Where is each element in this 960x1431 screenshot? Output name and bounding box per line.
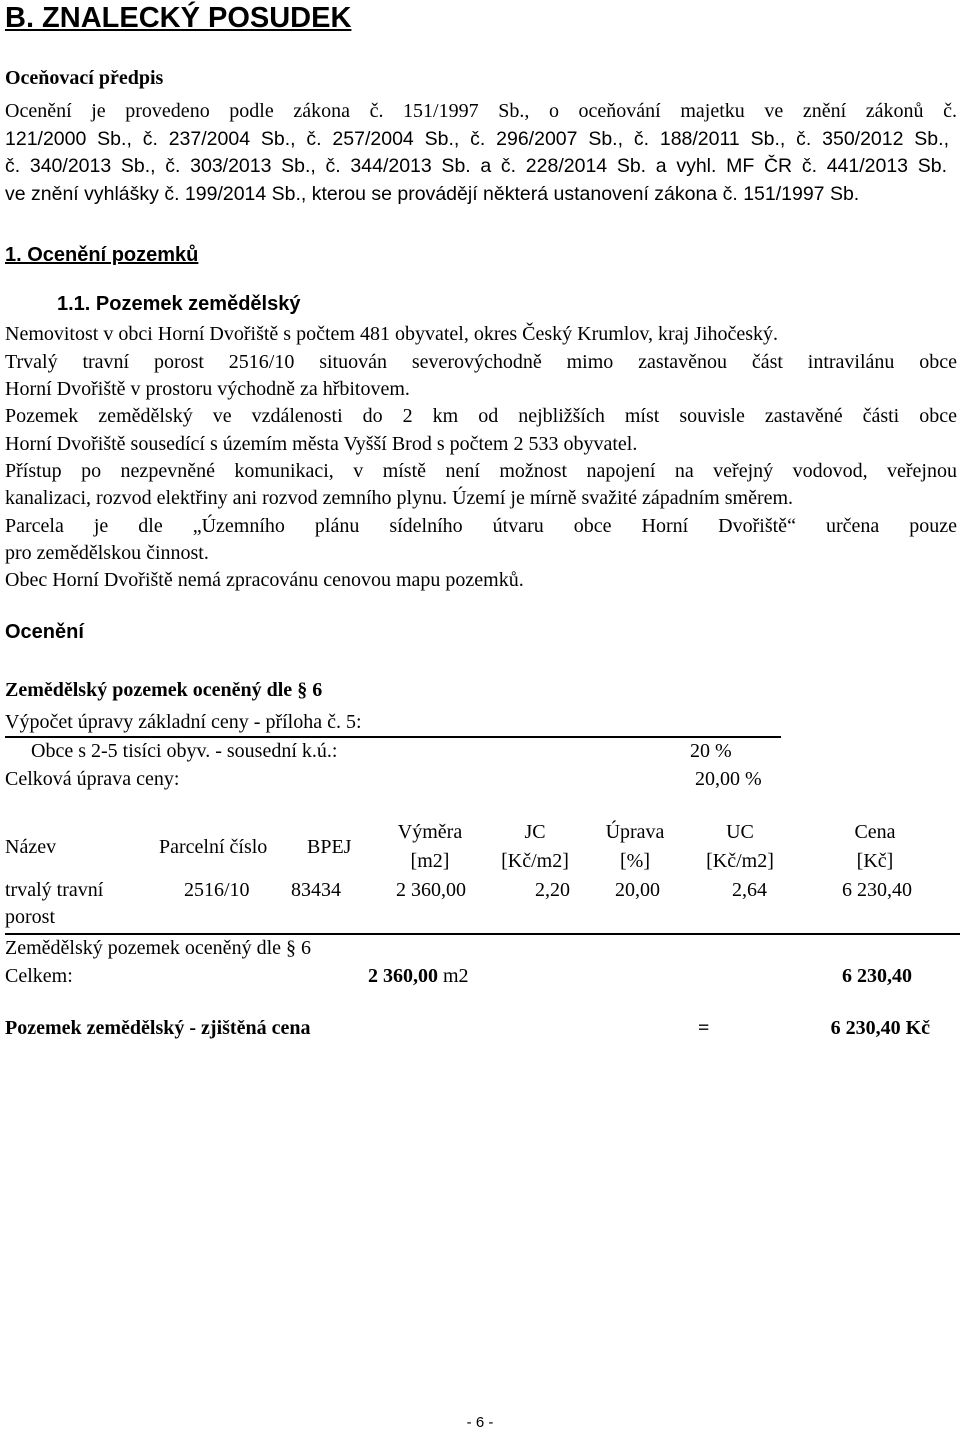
paragraph-line: Přístup po nezpevněné komunikaci, v místě není možnost napojení na veřejný vodovod, veřejnou [5, 460, 957, 482]
table-cell-cena: 6 230,40 [842, 879, 912, 901]
celkem-vymera: 2 360,00 [368, 965, 438, 987]
paragraph-line: Nemovitost v obci Horní Dvořiště s počtem 481 obyvatel, okres Český Krumlov, kraj Jihočeský. [5, 323, 779, 345]
uprava-row-value: 20 % [690, 740, 732, 762]
table-header-parcelni-cislo: Parcelní číslo [159, 836, 268, 858]
table-cell-uc: 2,64 [732, 879, 767, 901]
table-header-cena-unit: [Kč] [856, 850, 894, 872]
paragraph-line: č. 340/2013 Sb., č. 303/2013 Sb., č. 344/2013 Sb. a č. 228/2014 Sb. a vyhl. MF ČR č. 441/2013 Sb. [5, 155, 947, 177]
table-header-vymera-unit: [m2] [410, 850, 450, 872]
uprava-row-label: Obce s 2-5 tisíci obyv. - sousední k.ú.: [31, 740, 338, 762]
result-value: 6 230,40 Kč [830, 1017, 930, 1039]
table-header-uc-unit: [Kč/m2] [706, 850, 774, 872]
table-cell-nazev: trvalý travní [5, 879, 104, 901]
uprava-total-value: 20,00 % [695, 768, 762, 790]
paragraph-line: Horní Dvořiště sousedící s územím města Vyšší Brod s počtem 2 533 obyvatel. [5, 433, 638, 455]
table-header-uprava: Úprava [605, 821, 665, 843]
pozemek-heading: Zemědělský pozemek oceněný dle § 6 [5, 679, 323, 701]
paragraph-line: Parcela je dle „Územního plánu sídelního útvaru obce Horní Dvořiště“ určena pouze [5, 515, 957, 537]
page-number: - 6 - [466, 1414, 494, 1431]
table-header-jc: JC [524, 821, 546, 843]
table-cell-jc: 2,20 [535, 879, 570, 901]
table-header-nazev: Název [5, 836, 57, 858]
section-heading-oceneni-pozemku: 1. Ocenění pozemků [5, 244, 199, 266]
subsection-heading-pozemek-zemedelsky: 1.1. Pozemek zemědělský [57, 293, 301, 315]
paragraph-line: kanalizaci, rozvod elektřiny ani rozvod zemního plynu. Území je mírně svažité západním směrem. [5, 487, 794, 509]
section-heading-ocenovaci-predpis: Oceňovací předpis [5, 67, 164, 89]
celkem-cena: 6 230,40 [842, 965, 912, 987]
celkem-vymera-unit: m2 [443, 965, 469, 987]
oceneni-heading: Ocenění [5, 621, 84, 643]
paragraph-line: Obec Horní Dvořiště nemá zpracovánu cenovou mapu pozemků. [5, 569, 524, 591]
table-header-vymera: Výměra [397, 821, 463, 843]
table-header-uc: UC [726, 821, 754, 843]
table-cell-parcelni-cislo: 2516/10 [184, 879, 250, 901]
table-divider [5, 933, 960, 935]
paragraph-line: Horní Dvořiště v prostoru východně za hřbitovem. [5, 378, 410, 400]
celkem-vymera-wrap [368, 965, 469, 988]
result-label: Pozemek zemědělský - zjištěná cena [5, 1017, 311, 1039]
paragraph-line: pro zemědělskou činnost. [5, 542, 209, 564]
result-equals: = [698, 1017, 710, 1039]
paragraph-line: ve znění vyhlášky č. 199/2014 Sb., kterou se provádějí některá ustanovení zákona č. 151/1997 Sb. [5, 183, 860, 205]
table-cell-uprava: 20,00 [615, 879, 660, 901]
table-cell-bpej: 83434 [291, 879, 341, 901]
divider [5, 736, 781, 738]
table-header-cena: Cena [854, 821, 896, 843]
paragraph-line: Ocenění je provedeno podle zákona č. 151/1997 Sb., o oceňování majetku ve znění zákonů č. [5, 100, 957, 122]
paragraph-line: Pozemek zemědělský ve vzdálenosti do 2 km od nejbližších míst souvisle zastavěné části obce [5, 405, 957, 427]
paragraph-line: 121/2000 Sb., č. 237/2004 Sb., č. 257/2004 Sb., č. 296/2007 Sb., č. 188/2011 Sb., č. 350/2012 Sb., [5, 128, 949, 150]
table-cell-vymera: 2 360,00 [396, 879, 466, 901]
table-header-bpej: BPEJ [307, 836, 352, 858]
table-cell-nazev-cont: porost [5, 906, 55, 928]
uprava-total-label: Celková úprava ceny: [5, 768, 180, 790]
celkem-label: Celkem: [5, 965, 73, 987]
paragraph-line: Trvalý travní porost 2516/10 situován severovýchodně mimo zastavěnou část intravilánu obce [5, 351, 957, 373]
table-summary-label: Zemědělský pozemek oceněný dle § 6 [5, 937, 311, 959]
uprava-title: Výpočet úpravy základní ceny - příloha č. 5: [5, 711, 362, 733]
table-header-uprava-unit: [%] [620, 850, 650, 872]
document-title: B. ZNALECKÝ POSUDEK [5, 2, 352, 34]
table-header-jc-unit: [Kč/m2] [501, 850, 569, 872]
